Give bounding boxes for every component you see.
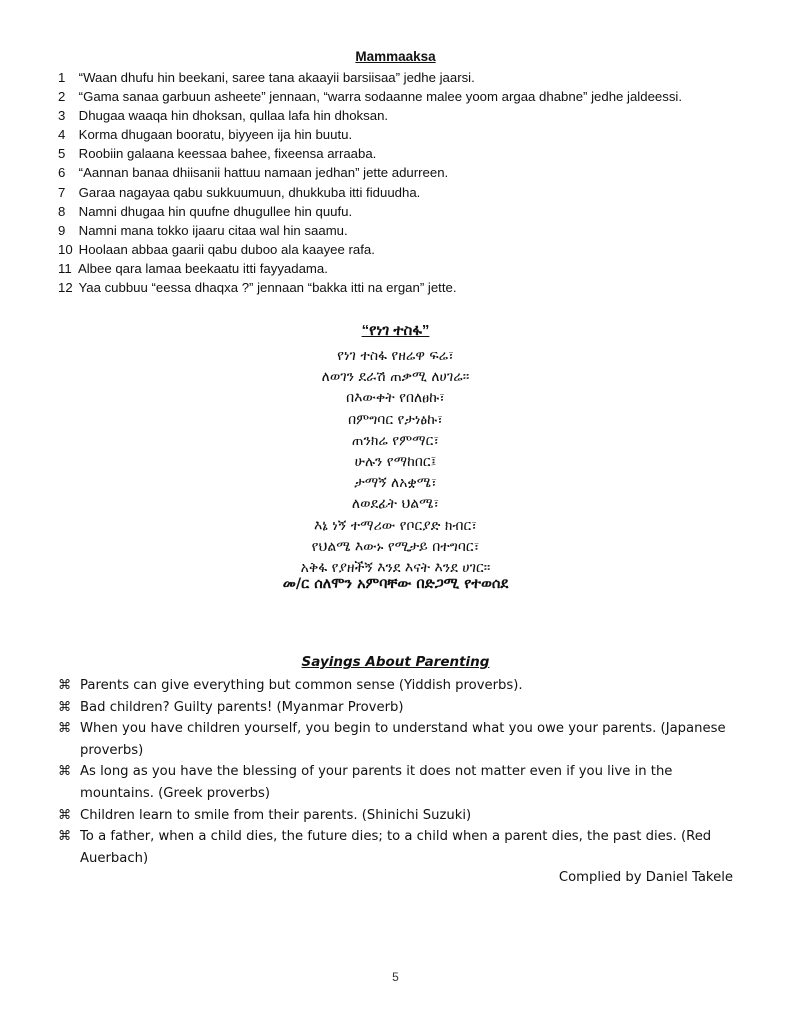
list-item [58,163,758,182]
proverb-text: “Aannan banaa dhiisanii hattuu namaan jedhan” jette adurreen. [78,165,449,181]
proverb-text: Hoolaan abbaa gaarii qabu duboo ala kaayee rafa. [78,241,375,257]
item-number: 6 [58,165,66,181]
list-item [58,183,758,202]
saying-text: When you have children yourself, you begin to understand what you owe your parents. (Japanese proverbs) [80,721,726,758]
mammaaksa-title: Mammaaksa [355,49,436,64]
proverb-text: Yaa cubbuu “eessa dhaqxa ?” jennaan “bakka itti na ergan” jette. [78,280,457,296]
list-item [58,805,738,827]
mammaaksa-list [58,68,758,297]
poem-title: “የነገ ተስፋ” [361,322,430,339]
list-item [58,202,758,221]
item-number: 9 [58,222,66,238]
list-item [58,826,738,869]
poem-line: ለወገን ደራሽ ጠቃሚ ለሀገሬ፡፡ [321,369,470,386]
item-number: 7 [58,184,66,200]
item-number: 11 [58,260,72,276]
list-item [58,240,758,259]
list-item [58,87,758,106]
saying-text: Children learn to smile from their parents. (Shinichi Suzuki) [80,807,472,823]
poem-line: በእውቀት የበለፀኩ፣ [346,390,445,407]
proverb-text: “Gama sanaa garbuun asheete” jennaan, “warra sodaanne malee yoom argaa dhabne” jedhe jaldeessi. [78,89,683,105]
list-item [58,106,758,125]
item-number: 12 [58,280,73,296]
item-number: 2 [58,89,66,105]
poem-lines [0,346,791,579]
command-bullet-icon: ⌘ [58,829,72,845]
list-item [58,718,738,761]
list-item [58,761,738,804]
saying-text: As long as you have the blessing of your parents it does not matter even if you live in the mountains. (Greek proverbs) [80,764,673,801]
command-bullet-icon: ⌘ [58,678,72,693]
list-item [58,259,758,278]
item-number: 3 [58,108,66,124]
poem-line: የህልሜ እውኑ የሚታይ በተግባር፣ [311,538,480,555]
proverb-text: Dhugaa waaqa hin dhoksan, qullaa lafa hin dhoksan. [78,108,389,124]
proverb-text: “Waan dhufu hin beekani, saree tana akaayii barsiisaa” jedhe jaarsi. [78,70,475,85]
command-bullet-icon: ⌘ [58,807,72,823]
poem-line: ለወደፊት ህልሜ፣ [351,496,440,513]
sayings-title: Sayings About Parenting [301,654,490,670]
proverb-text: Garaa nagayaa qabu sukkuumuun, dhukkuba itti fiduudha. [78,184,421,200]
poem-author: መ/ር ሰለሞን አምባቸው በድጋሚ የተወሰደ [282,576,509,592]
poem-line: ጠንክሬ የምማር፣ [351,432,440,449]
compiled-by: Complied by Daniel Takele [558,870,733,885]
poem-line: በምግባር የታነፅኩ፣ [348,411,443,428]
command-bullet-icon: ⌘ [58,721,72,737]
item-number: 8 [58,203,66,219]
list-item [58,68,758,87]
list-item [58,697,738,719]
poem-line: አቅፋ የያዘችኝ እንደ እናት እንደ ሀገር፡፡ [300,560,491,577]
sayings-list [58,675,738,869]
proverb-text: Roobiin galaana keessaa bahee, fixeensa arraaba. [78,146,377,162]
page-number: 5 [392,970,399,984]
list-item [58,278,758,297]
list-item [58,221,758,240]
saying-text: To a father, when a child dies, the future dies; to a child when a parent dies, the past dies. (Red Auerbach) [80,829,712,866]
poem-line: ታማኝ ለአቋሜ፣ [354,475,437,492]
saying-text: Parents can give everything but common sense (Yiddish proverbs). [80,678,523,693]
proverb-text: Namni dhugaa hin quufne dhugullee hin quufu. [78,203,353,219]
item-number: 1 [58,70,66,85]
item-number: 10 [58,241,73,257]
command-bullet-icon: ⌘ [58,699,72,715]
poem-line: ሁሉን የማከበር፤ [354,454,437,471]
poem-line: የነገ ተስፋ የዘሬዋ ፍሬ፣ [337,348,454,364]
poem-line: እኔ ነኝ ተማሪው የቦርያድ ክብር፣ [314,517,477,534]
list-item [58,125,758,144]
proverb-text: Namni mana tokko ijaaru citaa wal hin saamu. [78,222,348,238]
item-number: 5 [58,146,66,162]
item-number: 4 [58,127,66,143]
list-item [58,144,758,163]
command-bullet-icon: ⌘ [58,764,72,780]
list-item [58,675,738,697]
proverb-text: Korma dhugaan booratu, biyyeen ija hin buutu. [78,127,353,143]
proverb-text: Albee qara lamaa beekaatu itti fayyadama. [77,260,328,276]
saying-text: Bad children? Guilty parents! (Myanmar Proverb) [80,699,404,715]
